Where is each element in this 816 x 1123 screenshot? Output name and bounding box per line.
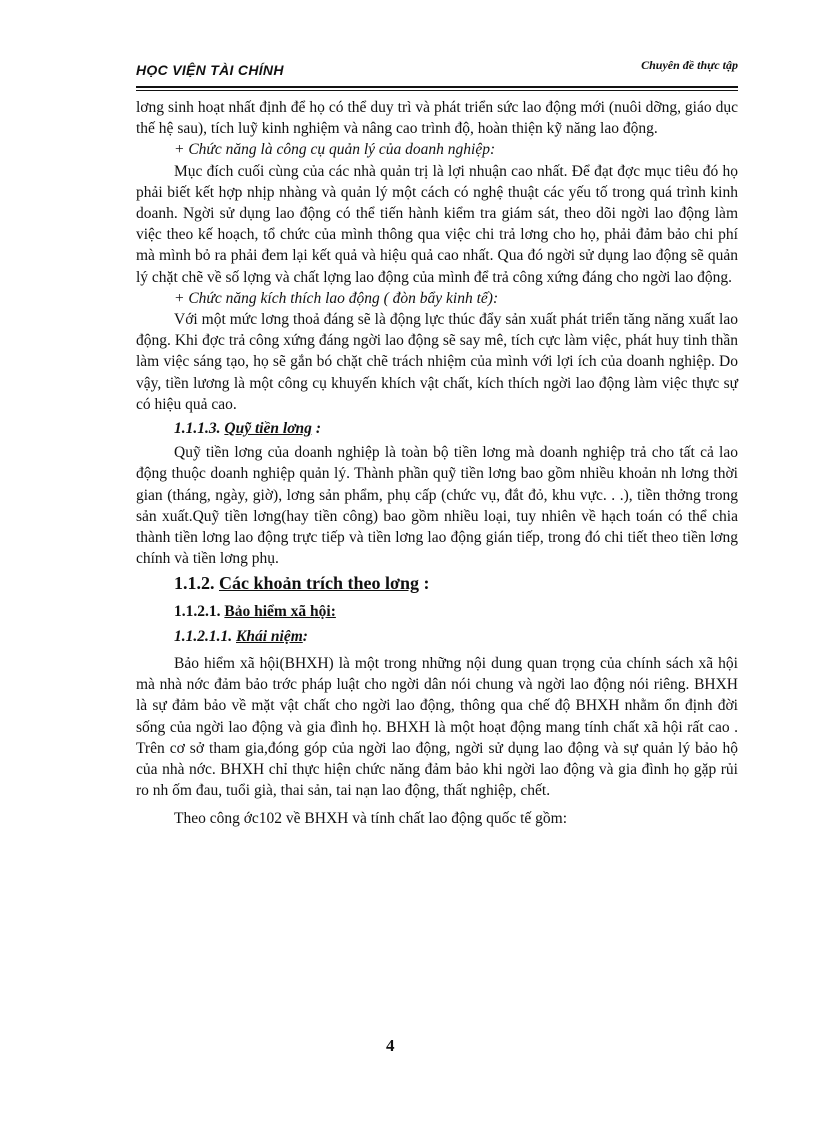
heading-suffix: :: [311, 420, 321, 438]
subheading-management-function: + Chức năng là công cụ quản lý của doanh nghiệp:: [174, 141, 496, 159]
heading-number: 1.1.1.3.: [174, 420, 221, 438]
heading-suffix: :: [302, 627, 308, 645]
heading-number: 1.1.2.1.: [174, 602, 221, 620]
paragraph-2: Mục đích cuối cùng của các nhà quản trị là lợi nhuận cao nhất. Để đạt đợc mục tiêu đó họ phải biết kết hợp nhịp nhàng và quản lý một cách có nghệ thuật các yếu tố trong quá trình kinh doanh. Ngời sử dụng lao động có thể tiến hành kiểm tra giám sát, theo dõi ngời lao động làm việc theo kế hoạch, tổ chức của mình thông qua việc chi trả lơng cho họ, phải đảm bảo chi phí mà mình bỏ ra phải đem lại kết quả và hiệu quả cao nhất. Qua đó ngời sử dụng lao động sẽ quản lý chặt chẽ về số lợng và chất lợng lao động của mình để trả công xứng đáng cho ngời lao động.: [136, 162, 738, 286]
header-institution: HỌC VIỆN TÀI CHÍNH: [136, 62, 284, 78]
paragraph-1: lơng sinh hoạt nhất định để họ có thể duy trì và phát triển sức lao động mới (nuôi dỡng, giáo dục thế hệ sau), tích luỹ kinh nghiệm và nâng cao trình độ, hoàn thiện kỹ năng lao động.: [136, 99, 738, 138]
heading-title: Các khoản trích theo lơng: [219, 573, 419, 594]
paragraph-4: Quỹ tiền lơng của doanh nghiệp là toàn bộ tiền lơng mà doanh nghiệp trả cho tất cả lao động thuộc doanh nghiệp quản lý. Thành phần quỹ tiền lơng bao gồm nhiều khoản nh lơng thời gian (tháng, ngày, giờ), lơng sản phẩm, phụ cấp (chức vụ, đắt đỏ, khu vực. . .), tiền thởng trong sản xuất.Quỹ tiền lơng(hay tiền công) bao gồm nhiều loại, tuy nhiên về hạch toán có thể chia thành tiền lơng lao động trực tiếp và tiền lơng lao động gián tiếp, trong đó chi tiết theo tiền lơng chính và tiền lơng phụ.: [136, 444, 738, 568]
paragraph-6: Theo công ớc102 về BHXH và tính chất lao động quốc tế gồm:: [174, 809, 568, 827]
paragraph-3: Với một mức lơng thoả đáng sẽ là động lực thúc đẩy sản xuất phát triển tăng năng xuất lao động. Khi đợc trả công xứng đáng ngời lao động sẽ say mê, tích cực làm việc, phát huy tinh thần làm việc sáng tạo, họ sẽ gắn bó chặt chẽ trách nhiệm của mình với lợi ích của doanh nghiệp. Do vậy, tiền lương là một công cụ khuyến khích vật chất, kích thích ngời lao động làm việc thực sự có hiệu quả cao.: [136, 311, 738, 413]
page-number: 4: [386, 1036, 395, 1055]
subheading-incentive-function: + Chức năng kích thích lao động ( đòn bẩy kinh tế):: [174, 289, 499, 307]
header-rule-thin: [136, 90, 738, 91]
page-header: [136, 58, 738, 88]
heading-1-1-2-1: [174, 601, 738, 622]
header-rule-thick: [136, 86, 738, 88]
heading-1-1-2-1-1: [174, 626, 738, 647]
heading-title: Bảo hiểm xã hội:: [224, 602, 336, 620]
heading-1-1-2: [174, 573, 738, 594]
heading-1-1-1-3: [174, 418, 738, 439]
paragraph-5: Bảo hiểm xã hội(BHXH) là một trong những nội dung quan trọng của chính sách xã hội mà nhà nớc đảm bảo trớc pháp luật cho ngời dân nói chung và ngời lao động nói riêng. BHXH là sự đảm bảo về mặt vật chất cho ngời lao động, thông qua chế độ BHXH nhằm ổn định đời sống của ngời lao động và gia đình họ. BHXH là một hoạt động mang tính chất xã hội rất cao . Trên cơ sở tham gia,đóng góp của ngời lao động, ngời sử dụng lao động và sự quản lý bảo hộ của nhà nớc. BHXH chỉ thực hiện chức năng đảm bảo khi ngời lao động và gia đình họ gặp rủi ro nh ốm đau, tuổi già, thai sản, tai nạn lao động, thất nghiệp, chết.: [136, 655, 738, 800]
heading-suffix: :: [418, 573, 430, 594]
heading-number: 1.1.2.1.1.: [174, 627, 233, 645]
heading-title: Khái niệm: [236, 627, 303, 645]
heading-number: 1.1.2.: [174, 573, 215, 594]
header-doc-type: Chuyên đề thực tập: [641, 58, 738, 72]
page-content: [136, 97, 738, 829]
heading-title: Quỹ tiền lơng: [224, 420, 312, 438]
